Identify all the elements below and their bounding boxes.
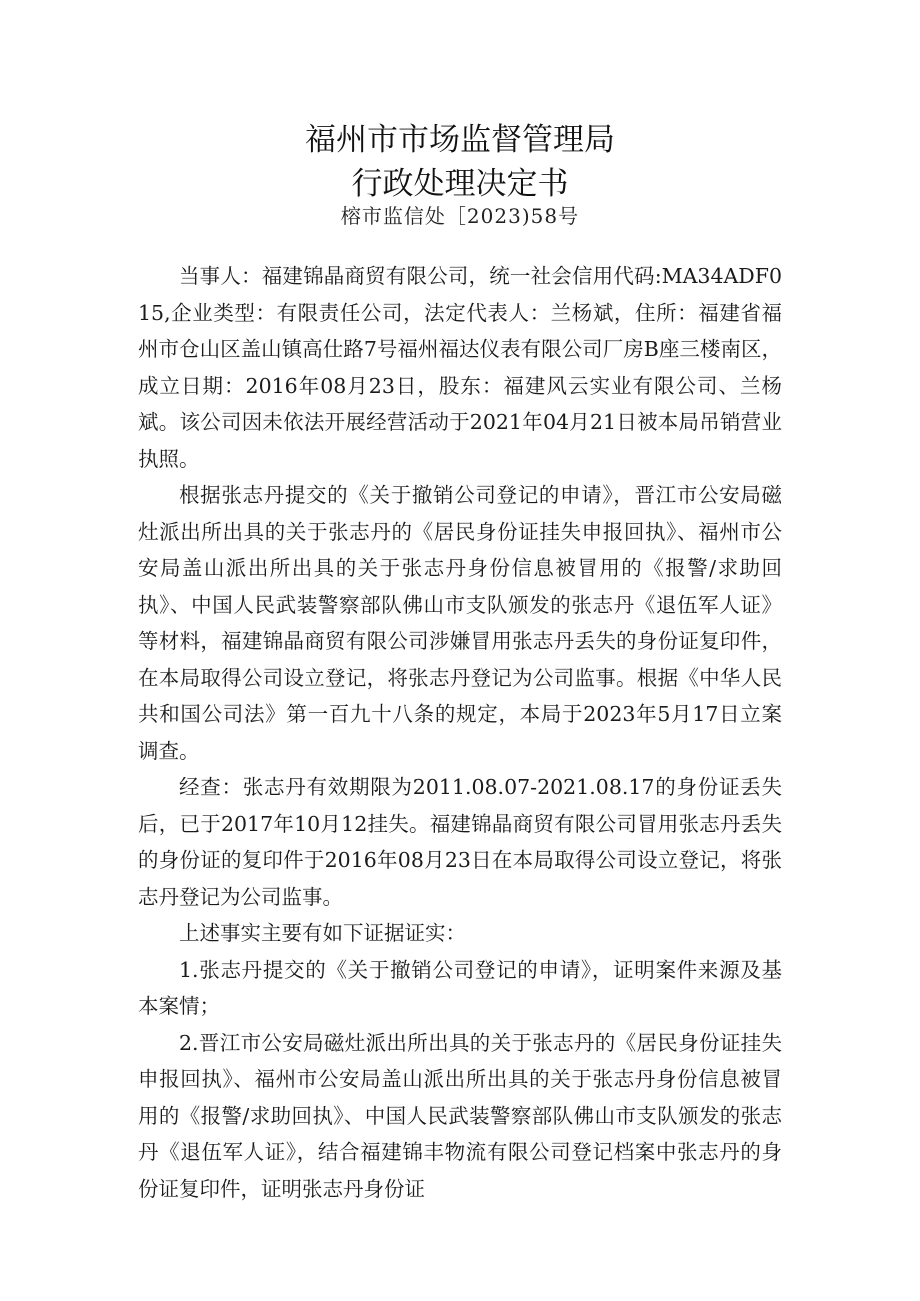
paragraph-party-info: 当事人：福建锦晶商贸有限公司，统一社会信用代码:MA34ADF015,企业类型：有限责任公司，法定代表人：兰杨斌，住所：福建省福州市仓山区盖山镇高仕路7号福州福达仪表有限公司厂房B座三楼南区，成立日期：2016年08月23日，股东：福建风云实业有限公司、兰杨斌。该公司因未依法开展经营活动于2021年04月21日被本局吊销营业执照。 (138, 264, 782, 471)
paragraph-findings: 经查：张志丹有效期限为2011.08.07-2021.08.17的身份证丢失后，已于2017年10月12挂失。福建锦晶商贸有限公司冒用张志丹丢失的身份证的复印件于2016年08月23日在本局取得公司设立登记，将张志丹登记为公司监事。 (138, 775, 782, 909)
paragraph-evidence-intro: 上述事实主要有如下证据证实： (179, 921, 466, 945)
document-title-authority: 福州市市场监督管理局 (305, 122, 615, 158)
document-body (138, 258, 782, 1207)
paragraph-evidence-1: 1.张志丹提交的《关于撤销公司登记的申请》，证明案件来源及基本案情； (138, 957, 782, 1018)
paragraph-evidence-2: 2.晋江市公安局磁灶派出所出具的关于张志丹的《居民身份证挂失申报回执》、福州市公安局盖山派出所出具的关于张志丹身份信息被冒用的《报警/求助回执》、中国人民武装警察部队佛山市支队颁发的张志丹《退伍军人证》，结合福建锦丰物流有限公司登记档案中张志丹的身份证复印件，证明张志丹身份证 (138, 1030, 782, 1201)
document-title-type: 行政处理决定书 (351, 166, 569, 202)
paragraph-case-source: 根据张志丹提交的《关于撤销公司登记的申请》，晋江市公安局磁灶派出所出具的关于张志丹的《居民身份证挂失申报回执》、福州市公安局盖山派出所出具的关于张志丹身份信息被冒用的《报警/求助回执》、中国人民武装警察部队佛山市支队颁发的张志丹《退伍军人证》等材料，福建锦晶商贸有限公司涉嫌冒用张志丹丢失的身份证复印件，在本局取得公司设立登记，将张志丹登记为公司监事。根据《中华人民共和国公司法》第一百九十八条的规定，本局于2023年5月17日立案调查。 (138, 483, 782, 763)
document-number: 榕市监信处［2023)58号 (340, 204, 580, 228)
